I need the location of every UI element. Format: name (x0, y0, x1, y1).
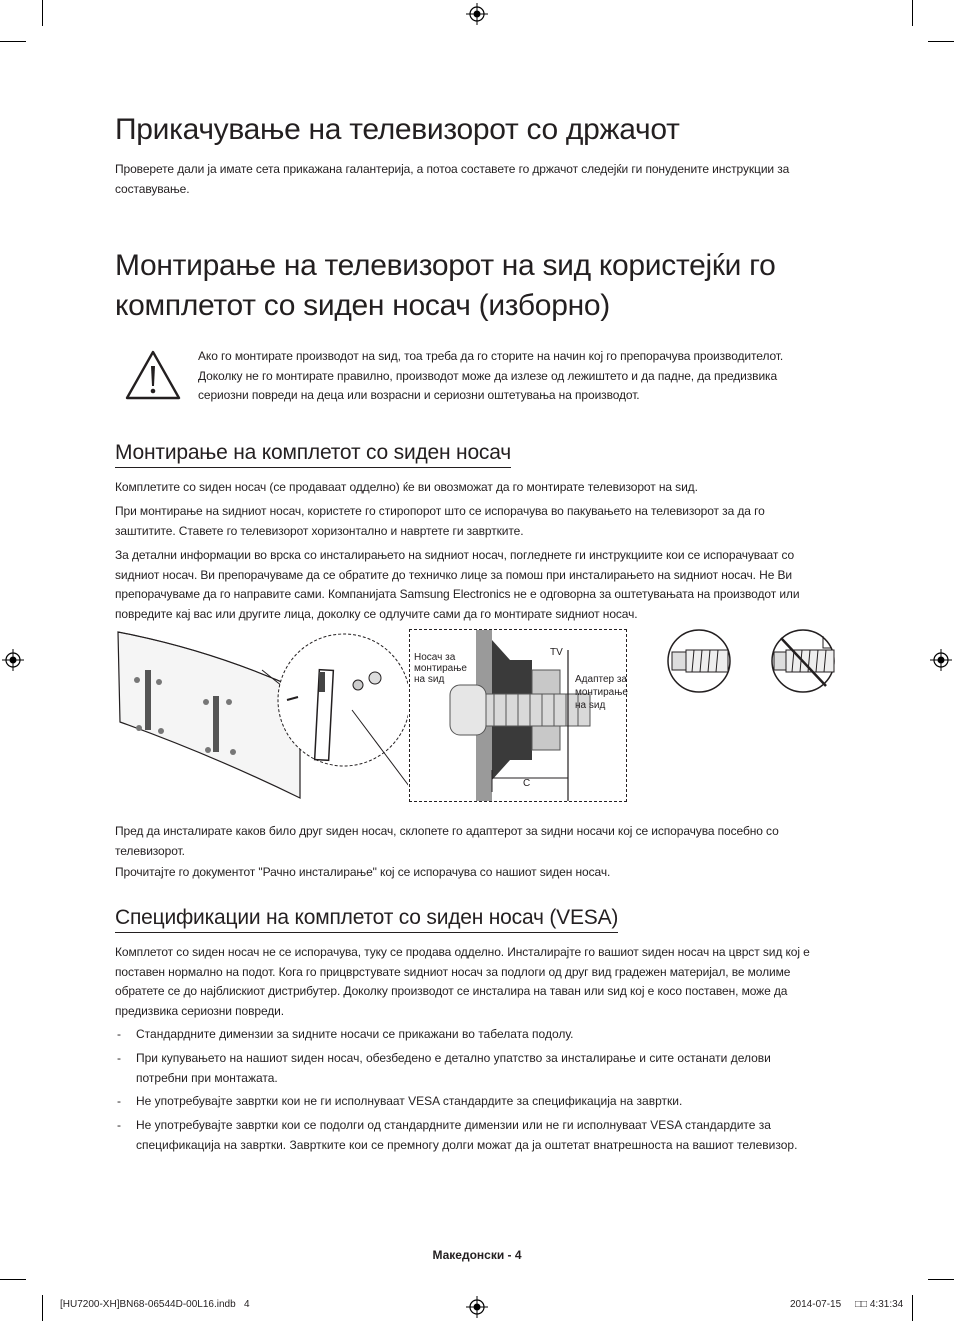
section1-paragraph: Комплетите со ѕиден носач (се продаваат одделно) ќе ви овозможат да го монтирате телевизорот на ѕид. (115, 480, 698, 494)
crop-mark (928, 1279, 954, 1280)
crop-mark (912, 0, 913, 26)
incorrect-screw-icon (768, 628, 838, 694)
crop-mark (928, 41, 954, 42)
section2-paragraph: Комплетот со ѕиден носач не се испорачува, туку се продава одделно. Инсталирајте го вашиот ѕиден носач на цврст ѕид кој е поставен нормално на подот. Кога го прицврстувате ѕидниот носач за подлоги од друг вид градежен материјал, ве молиме обратете се до најблискиот дистрибутер. Доколку производот се инсталира на таван или ѕид кој е косо поставен, може да предизвика сериозни повреди. (115, 945, 810, 1018)
cross-section-diagram (409, 629, 627, 802)
section-heading-vesa: Спецификации на комплетот со ѕиден носач (VESA) (115, 905, 618, 933)
crop-mark (912, 1295, 913, 1321)
crop-mark (42, 1295, 43, 1321)
crop-mark (42, 0, 43, 26)
after-diagram-text: Прочитајте го документот "Рачно инсталирање" кој се испорачува со нашиот ѕиден носач. (115, 865, 611, 879)
label-wall-bracket: Носач за монтирање на ѕид (414, 652, 467, 685)
crop-mark (0, 1279, 26, 1280)
warning-text: Ако го монтирате производот на ѕид, тоа треба да го сторите на начин кој го препорачува производителот. Доколку не го монтирате правилно, производот може да излезе од лежиштето и да падне, да предизвика сериозни повреди на деца или возрасни и сериозни оштетувања на производот. (198, 349, 784, 402)
registration-mark-icon (466, 1296, 488, 1318)
page-number: Македонски - 4 (432, 1248, 522, 1262)
label-adapter: Адаптер за монтирање на ѕид (575, 674, 628, 711)
footer-file: [HU7200-XH]BN68-06544D-00L16.indb 4 (60, 1299, 250, 1310)
wall-mount-title: Монтирање на телевизорот на ѕид користејќи го комплетот со ѕиден носач (изборно) (115, 249, 776, 322)
list-item: - При купувањето на нашиот ѕиден носач, обезбедено е детално упатство за инсталирање и сите останати делови потребни при монтажата. (117, 1051, 771, 1085)
registration-mark-icon (466, 3, 488, 25)
correct-screw-icon (664, 628, 734, 694)
footer-date: 2014-07-15 (790, 1299, 842, 1310)
list-item: - Стандардните димензии за ѕидните носачи се прикажани во табелата подолу. (117, 1027, 574, 1041)
tv-back-diagram (112, 630, 408, 800)
crop-mark (0, 41, 26, 42)
list-item: - Не употребувајте завртки кои се подолги од стандардните димензии или не ги исполнуваат VESA стандардите за спецификација на завртки. Завртките кои се премногу долги можат да ја оштетат внатрешноста на вашиот телевизор. (117, 1118, 798, 1152)
intro-text: Проверете дали ја имате сета прикажана галантерија, а потоа составете го држачот следејќи ги понудените инструкции за составување. (115, 162, 790, 196)
footer-time: □□ 4:31:34 (855, 1299, 904, 1310)
warning-triangle-icon (124, 349, 182, 401)
section1-paragraph: При монтирање на ѕидниот носач, користете го стиропорот што се испорачува во пакувањето на телевизорот за да го заштитите. Ставете го телевизорот хоризонтално и навртете ги завртките. (115, 504, 765, 538)
list-item: - Не употребувајте завртки кои не ги исполнуваат VESA стандардите за спецификација на завртки. (117, 1094, 683, 1108)
registration-mark-icon (930, 649, 952, 671)
label-tv: TV (550, 647, 563, 658)
page-title: Прикачување на телевизорот со држачот (115, 113, 680, 146)
after-diagram-text: Пред да инсталирате каков било друг ѕиден носач, склопете го адаптерот за ѕидни носачи кој се испорачува посебно со телевизорот. (115, 824, 779, 858)
registration-mark-icon (2, 649, 24, 671)
section1-paragraph: За детални информации во врска со инсталирањето на ѕидниот носач, погледнете ги инструкциите кои се испорачуваат со ѕидниот носач. Ви препорачуваме да се обратите до техничко лице за помош при инсталирањето на ѕидниот носач. Не Ви препорачуваме да го направите сами. Компанијата Samsung Electronics не е одговорна за оштетувањата на производот или повредите кај вас или другите лица, доколку се одлучите сами да го монтирате ѕидниот носач. (115, 548, 800, 621)
label-c: C (523, 778, 531, 789)
section-heading-wall-mount-kit: Монтирање на комплетот со ѕиден носач (115, 440, 511, 468)
